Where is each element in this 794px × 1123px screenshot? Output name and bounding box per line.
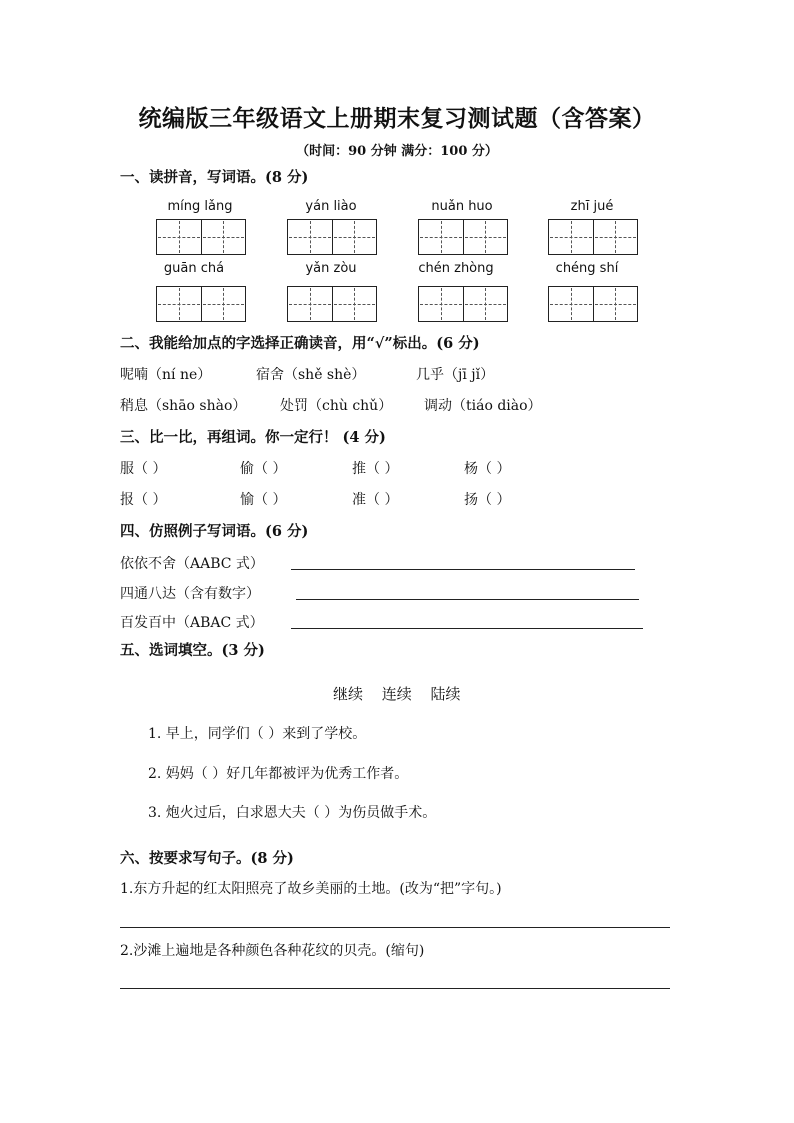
pinyin-label: guān chá [163,261,225,276]
reading-choice[interactable]: 处罚（chù chǔ） [280,398,393,414]
writing-grid[interactable] [156,219,246,255]
compare-blank[interactable]: 杨（ ） [464,461,511,477]
reading-choice[interactable]: 调动（tiáo diào） [424,398,542,414]
sentence-task: 2.沙滩上遍地是各种颜色各种花纹的贝壳。(缩句) [120,943,425,959]
writing-grid[interactable] [287,286,377,322]
example-word: 四通八达（含有数字） [120,586,260,602]
answer-line[interactable] [291,569,635,570]
compare-blank[interactable]: 扬（ ） [464,492,511,508]
sentence-task: 1.东方升起的红太阳照亮了故乡美丽的土地。(改为“把”字句。) [120,881,502,897]
compare-blank[interactable]: 愉（ ） [240,492,287,508]
pinyin-label: chéng shí [555,261,619,276]
compare-blank[interactable]: 偷（ ） [240,461,287,477]
section-6-heading: 六、按要求写句子。(8 分) [120,850,294,867]
fill-sentence[interactable]: 2. 妈妈（ ）好几年都被评为优秀工作者。 [148,766,409,782]
word-choices: 继续 连续 陆续 [333,685,461,703]
writing-grid[interactable] [287,219,377,255]
reading-choice[interactable]: 宿舍（shě shè） [256,367,366,383]
exam-info: （时间：90 分钟 满分：100 分） [296,144,498,159]
compare-blank[interactable]: 服（ ） [120,461,167,477]
writing-grid[interactable] [548,219,638,255]
writing-grid[interactable] [418,286,508,322]
section-2-heading: 二、我能给加点的字选择正确读音，用“√”标出。(6 分) [120,335,480,352]
compare-blank[interactable]: 推（ ） [352,461,399,477]
pinyin-label: nuǎn huo [431,199,493,214]
example-word: 百发百中（ABAC 式） [120,615,264,631]
answer-line[interactable] [120,927,670,928]
fill-sentence[interactable]: 1. 早上，同学们（ ）来到了学校。 [148,726,367,742]
pinyin-label: yán liào [305,199,357,214]
compare-blank[interactable]: 准（ ） [352,492,399,508]
example-word: 依依不舍（AABC 式） [120,556,264,572]
reading-choice[interactable]: 几乎（jī jǐ） [416,367,495,383]
writing-grid[interactable] [548,286,638,322]
pinyin-label: míng lǎng [167,199,233,214]
reading-choice[interactable]: 稍息（shāo shào） [120,398,247,414]
writing-grid[interactable] [156,286,246,322]
answer-line[interactable] [291,628,643,629]
section-5-heading: 五、选词填空。(3 分) [120,642,265,659]
writing-grid[interactable] [418,219,508,255]
section-4-heading: 四、仿照例子写词语。(6 分) [120,523,309,540]
answer-line[interactable] [120,988,670,989]
section-3-heading: 三、比一比，再组词。你一定行！ (4 分) [120,429,386,446]
compare-blank[interactable]: 报（ ） [120,492,167,508]
page-title: 统编版三年级语文上册期末复习测试题（含答案） [138,105,656,132]
fill-sentence[interactable]: 3. 炮火过后，白求恩大夫（ ）为伤员做手术。 [148,805,437,821]
pinyin-label: chén zhòng [418,261,494,276]
section-1-heading: 一、读拼音，写词语。(8 分) [120,169,309,186]
answer-line[interactable] [296,599,639,600]
reading-choice[interactable]: 呢喃（ní ne） [120,367,212,383]
pinyin-label: yǎn zòu [305,261,357,276]
pinyin-label: zhī jué [570,199,614,214]
